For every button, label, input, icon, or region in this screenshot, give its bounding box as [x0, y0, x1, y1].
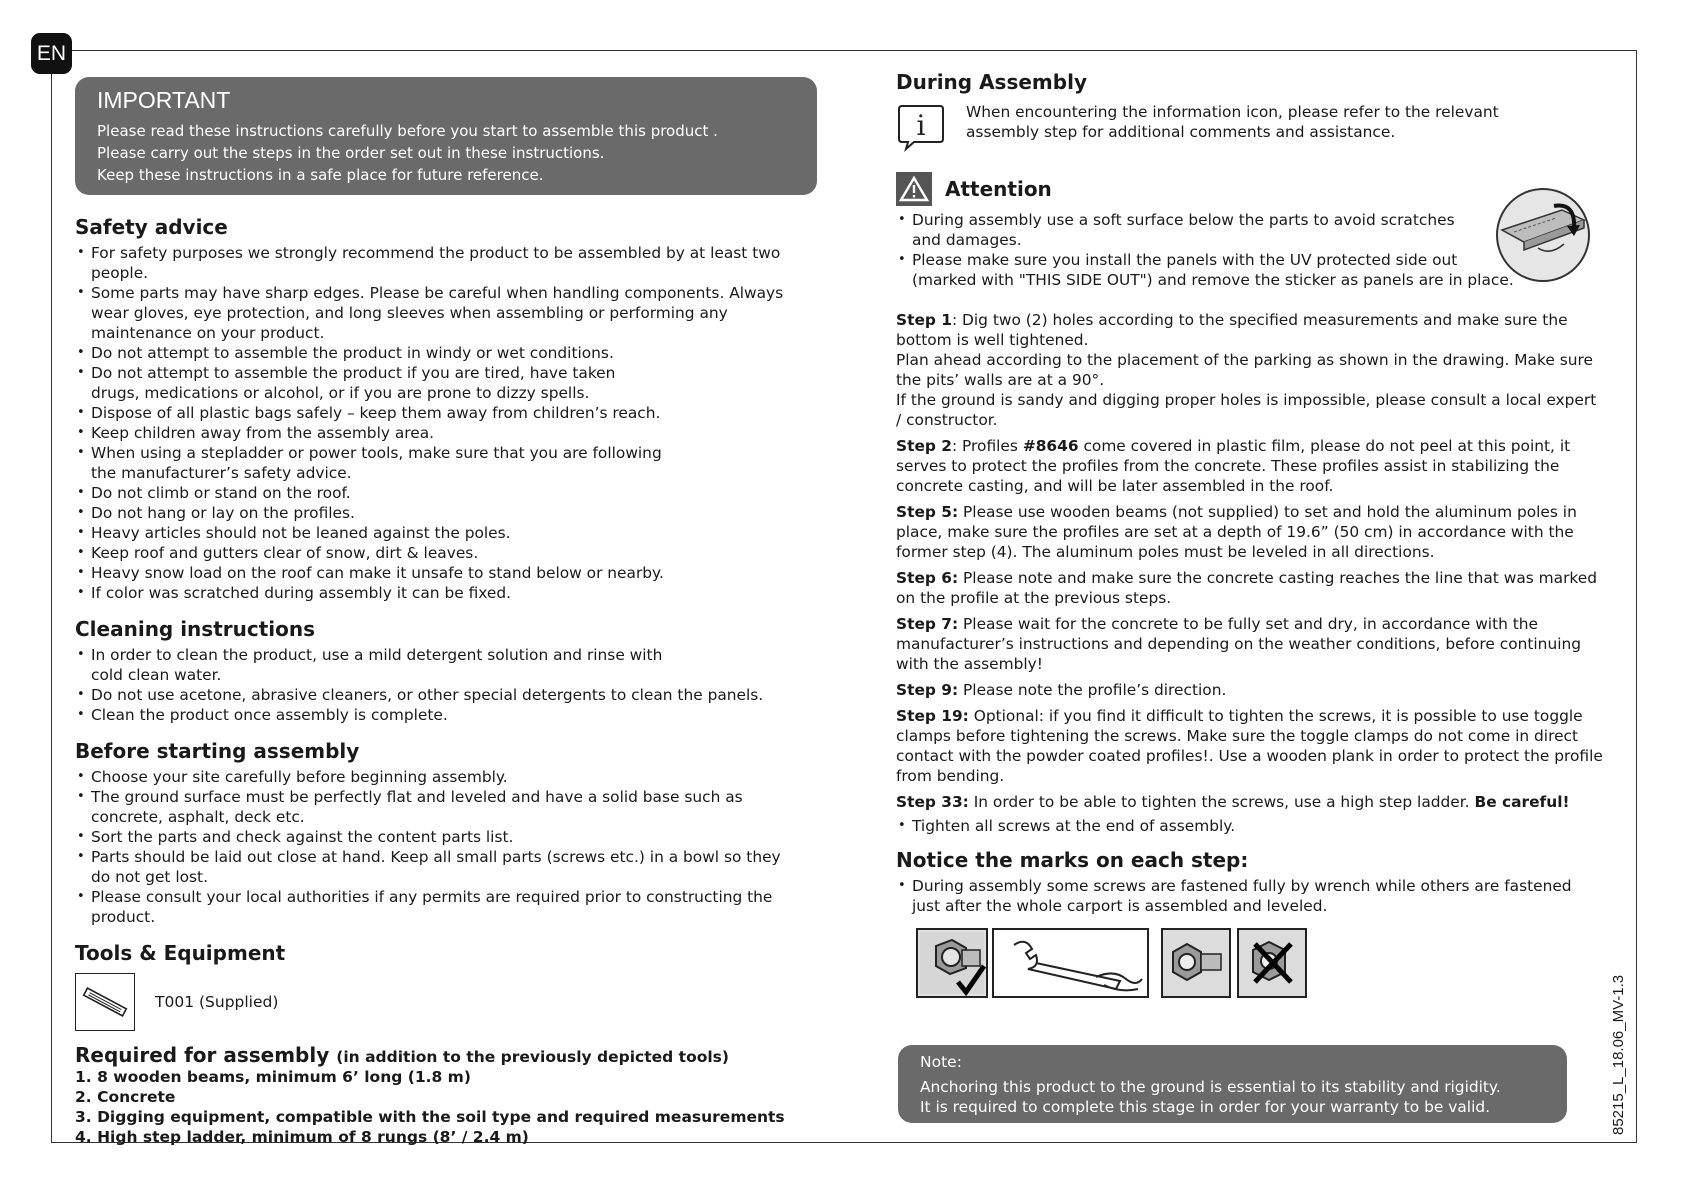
step-19 [896, 706, 1606, 786]
step-label: Step 6: [896, 569, 959, 587]
list-item: • During assembly some screws are fastened fully by wrench while others are fastened just after the whole carport is assembled and leveled. [896, 876, 1586, 916]
list-item: 2. Concrete [75, 1088, 176, 1106]
step-label: Step 9: [896, 681, 959, 699]
wrench-tool-icon [75, 973, 135, 1031]
required-subtitle: (in addition to the previously depicted tools) [336, 1048, 729, 1066]
required-title [75, 1043, 820, 1067]
attention-title: Attention [945, 177, 1052, 201]
list-item: • Do not climb or stand on the roof. [75, 483, 820, 503]
cleaning-title: Cleaning instructions [75, 617, 316, 641]
info-text-line: When encountering the information icon, please refer to the relevant [966, 103, 1499, 121]
step-6 [896, 568, 1606, 608]
step-2 [896, 436, 1606, 496]
list-item: • Do not attempt to assemble the product if you are tired, have taken drugs, medications or alcohol, or if you are prone to dizzy spells. [75, 363, 665, 403]
list-item: • Please consult your local authorities if any permits are required prior to constructing the product. [75, 887, 820, 927]
loose-bolt-icon [1161, 928, 1231, 998]
step-separator: : [951, 437, 963, 455]
list-item: 4. High step ladder, minimum of 8 rungs (8’ / 2.4 m) [75, 1128, 529, 1146]
list-item: • Heavy articles should not be leaned against the poles. [75, 523, 820, 543]
important-box [75, 77, 817, 195]
note-line: Anchoring this product to the ground is essential to its stability and rigidity. [920, 1078, 1501, 1096]
list-item: • Keep children away from the assembly area. [75, 423, 820, 443]
note-line: It is required to complete this stage in order for your warranty to be valid. [920, 1098, 1491, 1116]
step-label: Step 7: [896, 615, 959, 633]
step-text: Please wait for the concrete to be fully set and dry, in accordance with the manufacturer’s instructions and depending on the weather conditions, before continuing with the assembly! [896, 615, 1581, 673]
note-title: Note: [920, 1053, 962, 1071]
step-text: Profiles [962, 437, 1023, 455]
step-label: Step 33: [896, 793, 969, 811]
note-box [898, 1045, 1567, 1123]
tools-title: Tools & Equipment [75, 941, 286, 965]
list-item: • In order to clean the product, use a mild detergent solution and rinse with cold clean water. [75, 645, 665, 685]
step-label: Step 19: [896, 707, 969, 725]
language-badge: EN [31, 33, 72, 74]
wrench-icon [992, 928, 1149, 998]
list-item: 1. 8 wooden beams, minimum 6’ long (1.8 m) [75, 1068, 471, 1086]
step-text: If the ground is sandy and digging proper holes is impossible, please consult a local expert / constructor. [896, 391, 1597, 429]
list-item: • Do not attempt to assemble the product in windy or wet conditions. [75, 343, 820, 363]
list-item: 3. Digging equipment, compatible with the soil type and required measurements [75, 1108, 785, 1126]
svg-text:i: i [916, 109, 926, 142]
required-title-text: Required for assembly [75, 1043, 330, 1067]
list-item: • When using a stepladder or power tools, make sure that you are following the manufacturer’s safety advice. [75, 443, 665, 483]
panel-flip-icon [1494, 186, 1592, 284]
part-number: #8646 [1022, 437, 1079, 455]
step-text: Optional: if you find it difficult to tighten the screws, it is possible to use toggle clamps before tightening the screws. Make sure the toggle clamps do not come in direct contact with the powder coated profiles!. Use a wooden plank in order to protect the profile from bending. [896, 707, 1603, 785]
info-text-line: assembly step for additional comments and assistance. [966, 123, 1396, 141]
step-text: Please note the profile’s direction. [963, 681, 1227, 699]
safety-list [75, 243, 820, 603]
step-separator: : [951, 311, 963, 329]
cleaning-list [75, 645, 820, 725]
attention-list [896, 210, 1521, 290]
step-label: Step 2 [896, 437, 952, 455]
before-list [75, 767, 820, 927]
warning-icon [896, 172, 932, 206]
list-item: • Please make sure you install the panels with the UV protected side out (marked with "THIS SIDE OUT") and remove the sticker as panels are in place. [896, 250, 1521, 290]
during-title: During Assembly [896, 70, 1087, 94]
list-item: • Sort the parts and check against the content parts list. [75, 827, 820, 847]
step-text: Please note and make sure the concrete casting reaches the line that was marked on the profile at the previous steps. [896, 569, 1598, 607]
step-text: Please use wooden beams (not supplied) to set and hold the aluminum poles in place, make sure the profiles are set at a depth of 19.6” (50 cm) in accordance with the former step (4). The aluminum poles must be leveled in all directions. [896, 503, 1577, 561]
list-item: • If color was scratched during assembly it can be fixed. [75, 583, 820, 603]
step-label: Step 1 [896, 311, 952, 329]
left-column [75, 77, 820, 1147]
notice-list [896, 876, 1606, 916]
document-code: 85215_L_18.06_MV-1.3 [1610, 974, 1627, 1135]
step-5 [896, 502, 1606, 562]
do-not-tighten-bolt-icon [1237, 928, 1307, 998]
info-text [966, 102, 1499, 142]
step-33 [896, 792, 1606, 812]
list-item: • Heavy snow load on the roof can make it unsafe to stand below or nearby. [75, 563, 820, 583]
list-item: • Clean the product once assembly is complete. [75, 705, 820, 725]
list-item: • During assembly use a soft surface below the parts to avoid scratches and damages. [896, 210, 1476, 250]
tool-label: T001 (Supplied) [155, 993, 279, 1011]
step-text: come covered in plastic film, please do not peel at this point, it serves to protect the profiles from the concrete. These profiles assist in stabilizing the concrete casting, and will be later assembled in the roof. [896, 437, 1571, 495]
step-text: Dig two (2) holes according to the specified measurements and make sure the bottom is well tightened. [896, 311, 1568, 349]
list-item: • Keep roof and gutters clear of snow, dirt & leaves. [75, 543, 820, 563]
step-7 [896, 614, 1606, 674]
tighten-fully-bolt-icon [916, 928, 988, 998]
required-list [75, 1067, 820, 1147]
list-item: • Do not hang or lay on the profiles. [75, 503, 820, 523]
step-1 [896, 310, 1606, 430]
before-title: Before starting assembly [75, 739, 360, 763]
list-item: • Dispose of all plastic bags safely – keep them away from children’s reach. [75, 403, 820, 423]
notice-title: Notice the marks on each step: [896, 848, 1249, 872]
step-9 [896, 680, 1606, 700]
list-item: • Do not use acetone, abrasive cleaners, or other special detergents to clean the panels. [75, 685, 820, 705]
marks-row [916, 928, 1606, 998]
step-text: Plan ahead according to the placement of the parking as shown in the drawing. Make sure the pits’ walls are at a 90°. [896, 351, 1593, 389]
list-item: • Parts should be laid out close at hand. Keep all small parts (screws etc.) in a bowl so they do not get lost. [75, 847, 795, 887]
list-item: • For safety purposes we strongly recommend the product to be assembled by at least two people. [75, 243, 820, 283]
list-item: • The ground surface must be perfectly flat and leveled and have a solid base such as concrete, asphalt, deck etc. [75, 787, 795, 827]
important-line: Please read these instructions carefully before you start to assemble this product . [97, 122, 718, 140]
attention-block [896, 210, 1606, 290]
info-icon [896, 102, 946, 152]
important-title: IMPORTANT [97, 87, 231, 113]
safety-title: Safety advice [75, 215, 228, 239]
step-warning: Be careful! [1474, 793, 1570, 811]
list-item: • Tighten all screws at the end of assembly. [896, 816, 1606, 836]
tools-row [75, 973, 820, 1031]
important-line: Please carry out the steps in the order set out in these instructions. [97, 144, 605, 162]
info-row [896, 102, 1606, 152]
list-item: • Choose your site carefully before beginning assembly. [75, 767, 820, 787]
step-text: In order to be able to tighten the screws, use a high step ladder. [973, 793, 1475, 811]
important-line: Keep these instructions in a safe place for future reference. [97, 166, 544, 184]
list-item: • Some parts may have sharp edges. Please be careful when handling components. Always wear gloves, eye protection, and long sleeves when assembling or performing any maintenance on your product. [75, 283, 795, 343]
step33-list [896, 816, 1606, 836]
step-label: Step 5: [896, 503, 959, 521]
right-column [896, 70, 1606, 998]
